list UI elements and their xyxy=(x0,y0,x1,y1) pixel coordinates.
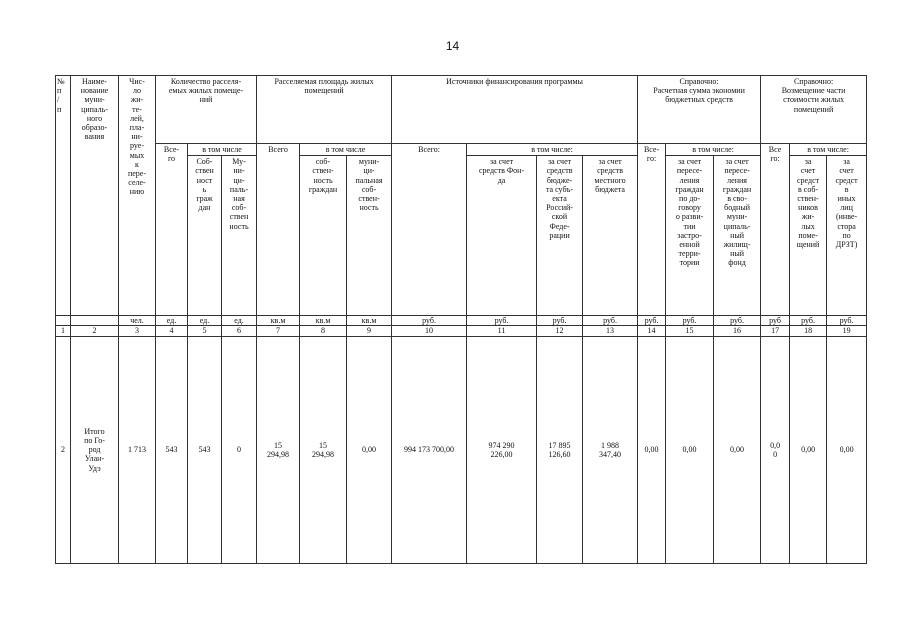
sub-area-total: Всего xyxy=(257,144,300,316)
row-housing-municipal: 0 xyxy=(222,336,257,563)
header-municipality: Наиме- нование муни- ципаль- ного образо- вания xyxy=(71,76,119,316)
header-reimbursement: Справочно: Возмещение части стоимости жилых помещений xyxy=(761,76,867,144)
col-number: 1 xyxy=(56,326,71,336)
col-number: 5 xyxy=(188,326,222,336)
col-number: 6 xyxy=(222,326,257,336)
header-funding: Источники финансирования программы xyxy=(392,76,638,144)
unit-cell: кв.м xyxy=(300,316,347,326)
sub-housing-total: Все- го xyxy=(156,144,188,316)
row-area-private: 15 294,98 xyxy=(300,336,347,563)
col-number: 8 xyxy=(300,326,347,336)
unit-cell: ед. xyxy=(156,316,188,326)
row-area-municipal: 0,00 xyxy=(347,336,392,563)
header-row-sub xyxy=(56,144,867,156)
table-row xyxy=(56,336,867,563)
row-savings-total: 0,00 xyxy=(638,336,666,563)
col-number: 19 xyxy=(827,326,867,336)
sub-reimb-incl: в том числе: xyxy=(790,144,867,156)
desc-c5: Соб- ствен ност ь граж дан xyxy=(188,156,222,316)
unit-cell: ед. xyxy=(188,316,222,326)
unit-cell: кв.м xyxy=(257,316,300,326)
sub-funding-total: Всего: xyxy=(392,144,467,316)
desc-c6: Му- ни- ци- паль- ная соб- ствен ность xyxy=(222,156,257,316)
col-number: 10 xyxy=(392,326,467,336)
row-savings-municipal-fund: 0,00 xyxy=(714,336,761,563)
row-reimb-owners: 0,00 xyxy=(790,336,827,563)
desc-c16: за счет пересе- ления граждан в сво- бодный муни- ципаль- ный жилищ- ный фонд xyxy=(714,156,761,316)
row-reimb-others: 0,00 xyxy=(827,336,867,563)
page-number: 14 xyxy=(445,39,460,53)
unit-cell xyxy=(56,316,71,326)
col-number: 11 xyxy=(467,326,537,336)
unit-cell: руб. xyxy=(714,316,761,326)
row-municipality: Итого по Го- род Улан- Удэ xyxy=(71,336,119,563)
row-funding-regional: 17 895 126,60 xyxy=(537,336,583,563)
desc-c9: муни- ци- пальная соб- ствен- ность xyxy=(347,156,392,316)
unit-cell: руб. xyxy=(467,316,537,326)
row-housing-private: 543 xyxy=(188,336,222,563)
col-number: 16 xyxy=(714,326,761,336)
col-number: 15 xyxy=(666,326,714,336)
sub-area-incl: в том числе xyxy=(300,144,392,156)
row-funding-fund: 974 290 226,00 xyxy=(467,336,537,563)
col-number: 9 xyxy=(347,326,392,336)
col-number: 12 xyxy=(537,326,583,336)
header-area: Расселяемая площадь жилых помещений xyxy=(257,76,392,144)
desc-c11: за счет средств Фон- да xyxy=(467,156,537,316)
unit-cell xyxy=(71,316,119,326)
header-housing-count: Количество расселя- емых жилых помеще- ний xyxy=(156,76,257,144)
header-savings: Справочно: Расчетная сумма экономии бюджетных средств xyxy=(638,76,761,144)
sub-savings-incl: в том числе: xyxy=(666,144,761,156)
header-residents: Чис- ло жи- те- лей, пла- ни- руе- мых к пере- селе- нию xyxy=(119,76,156,316)
row-reimb-total: 0,0 0 xyxy=(761,336,790,563)
col-number: 3 xyxy=(119,326,156,336)
units-row xyxy=(56,316,867,326)
row-funding-total: 994 173 700,00 xyxy=(392,336,467,563)
col-number: 13 xyxy=(583,326,638,336)
unit-cell: руб. xyxy=(638,316,666,326)
desc-c12: за счет средств бюдже- та субъ- екта Россий- ской Феде- рации xyxy=(537,156,583,316)
col-number: 17 xyxy=(761,326,790,336)
row-funding-local: 1 988 347,40 xyxy=(583,336,638,563)
row-area-total: 15 294,98 xyxy=(257,336,300,563)
col-number: 4 xyxy=(156,326,188,336)
unit-cell: руб. xyxy=(666,316,714,326)
col-number: 14 xyxy=(638,326,666,336)
column-number-row xyxy=(56,326,867,336)
desc-c19: за счет средст в иных лиц (инве- стора по ДРЗТ) xyxy=(827,156,867,316)
desc-c15: за счет пересе- ления граждан по до- говору о разви- тии застро- енной терри- тории xyxy=(666,156,714,316)
unit-cell: руб. xyxy=(392,316,467,326)
header-num: № п / п xyxy=(56,76,71,316)
sub-housing-incl: в том числе xyxy=(188,144,257,156)
unit-cell: руб. xyxy=(537,316,583,326)
row-savings-development: 0,00 xyxy=(666,336,714,563)
row-housing-total: 543 xyxy=(156,336,188,563)
unit-cell: ед. xyxy=(222,316,257,326)
sub-reimb-total: Все го: xyxy=(761,144,790,316)
header-row-top xyxy=(56,76,867,144)
desc-c8: соб- ствен- ность граждан xyxy=(300,156,347,316)
desc-c13: за счет средств местного бюджета xyxy=(583,156,638,316)
sub-funding-incl: в том числе: xyxy=(467,144,638,156)
col-number: 7 xyxy=(257,326,300,336)
sub-savings-total: Все- го: xyxy=(638,144,666,316)
desc-c18: за счет средст в соб- ствен- ников жи- лых поме- щений xyxy=(790,156,827,316)
unit-cell: руб. xyxy=(790,316,827,326)
unit-cell: руб xyxy=(761,316,790,326)
unit-cell: кв.м xyxy=(347,316,392,326)
col-number: 2 xyxy=(71,326,119,336)
relocation-program-table xyxy=(55,75,867,564)
unit-cell: чел. xyxy=(119,316,156,326)
col-number: 18 xyxy=(790,326,827,336)
unit-cell: руб. xyxy=(583,316,638,326)
row-residents: 1 713 xyxy=(119,336,156,563)
row-number: 2 xyxy=(56,336,71,563)
unit-cell: руб. xyxy=(827,316,867,326)
